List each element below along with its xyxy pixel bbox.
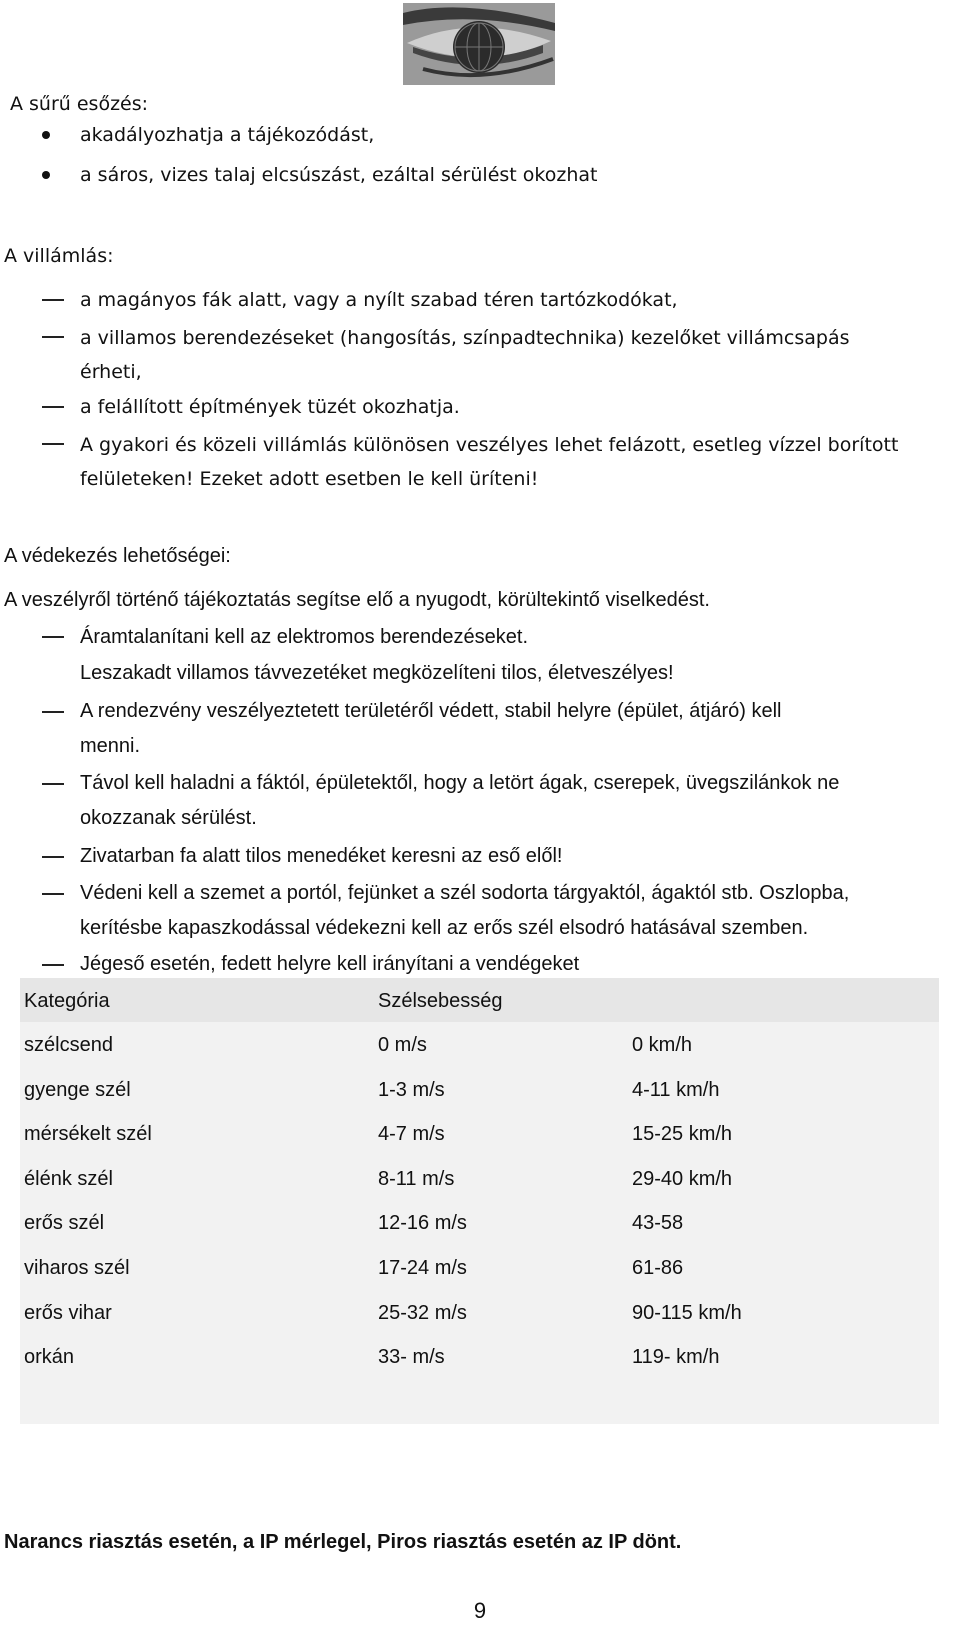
- protection-item-continuation: Leszakadt villamos távvezetéket megközelíteni tilos, életveszélyes!: [80, 662, 674, 684]
- table-cell: 4-11 km/h: [632, 1079, 720, 1101]
- protection-item-continuation: menni.: [80, 735, 141, 757]
- table-cell: gyenge szél: [24, 1079, 131, 1101]
- protection-item: Zivatarban fa alatt tilos menedéket keresni az eső elől!: [80, 845, 563, 867]
- lightning-item-continuation: felületeken! Ezeket adott esetben le kell üríteni!: [80, 468, 539, 490]
- protection-item: Jégeső esetén, fedett helyre kell irányítani a vendégeket: [80, 953, 580, 975]
- protection-item-continuation: kerítésbe kapaszkodással védekezni kell az erős szél elsodró hatásával szemben.: [80, 917, 809, 939]
- lightning-item: a felállított építmények tüzét okozhatja.: [80, 396, 460, 418]
- protection-intro: A veszélyről történő tájékoztatás segítse elő a nyugodt, körültekintő viselkedést.: [4, 589, 710, 611]
- table-cell: 90-115 km/h: [632, 1302, 742, 1324]
- table-cell: erős vihar: [24, 1302, 112, 1324]
- table-cell: 1-3 m/s: [378, 1079, 445, 1101]
- protection-item: Áramtalanítani kell az elektromos berendezéseket.: [80, 626, 529, 648]
- table-cell: 29-40 km/h: [632, 1168, 733, 1190]
- table-cell: 0 m/s: [378, 1034, 427, 1056]
- table-cell: mérsékelt szél: [24, 1123, 152, 1145]
- dash-bullet-icon: [42, 893, 64, 895]
- table-cell: orkán: [24, 1346, 75, 1368]
- protection-item: A rendezvény veszélyeztetett területéről védett, stabil helyre (épület, átjáró) kell: [80, 700, 782, 722]
- bullet-icon: [42, 171, 50, 179]
- protection-item: Távol kell haladni a fáktól, épületektől, hogy a letört ágak, cserepek, üvegszilánkok ne: [80, 772, 840, 794]
- table-cell: 12-16 m/s: [378, 1212, 467, 1234]
- dash-bullet-icon: [42, 406, 64, 408]
- table-cell: 43-58: [632, 1212, 684, 1234]
- table-cell: 8-11 m/s: [378, 1168, 455, 1190]
- table-header-cell: Kategória: [24, 990, 110, 1012]
- eye-globe-logo-icon: [403, 3, 555, 85]
- dash-bullet-icon: [42, 636, 64, 638]
- protection-heading: A védekezés lehetőségei:: [4, 545, 231, 567]
- lightning-item-continuation: érheti,: [80, 361, 142, 383]
- dash-bullet-icon: [42, 443, 64, 445]
- table-cell: 17-24 m/s: [378, 1257, 467, 1279]
- table-cell: erős szél: [24, 1212, 105, 1234]
- rain-heading: A sűrű esőzés:: [10, 93, 149, 115]
- table-cell: 33- m/s: [378, 1346, 445, 1368]
- table-cell: 25-32 m/s: [378, 1302, 467, 1324]
- table-cell: 15-25 km/h: [632, 1123, 733, 1145]
- dash-bullet-icon: [42, 336, 64, 338]
- protection-item: Védeni kell a szemet a portól, fejünket a szél sodorta tárgyaktól, ágaktól stb. Oszlopba,: [80, 882, 850, 904]
- table-cell: 4-7 m/s: [378, 1123, 445, 1145]
- rain-item: a sáros, vizes talaj elcsúszást, ezáltal sérülést okozhat: [80, 164, 598, 186]
- table-cell: 61-86: [632, 1257, 684, 1279]
- lightning-item: a villamos berendezéseket (hangosítás, színpadtechnika) kezelőket villámcsapás: [80, 327, 850, 349]
- rain-item: akadályozhatja a tájékozódást,: [80, 124, 375, 146]
- protection-item-continuation: okozzanak sérülést.: [80, 807, 257, 829]
- dash-bullet-icon: [42, 783, 64, 785]
- bullet-icon: [42, 131, 50, 139]
- table-cell: viharos szél: [24, 1257, 130, 1279]
- lightning-item: A gyakori és közeli villámlás különösen veszélyes lehet felázott, esetleg vízzel borított: [80, 434, 899, 456]
- table-cell: élénk szél: [24, 1168, 113, 1190]
- lightning-item: a magányos fák alatt, vagy a nyílt szabad téren tartózkodókat,: [80, 289, 678, 311]
- wind-table: [20, 978, 939, 1424]
- dash-bullet-icon: [42, 711, 64, 713]
- lightning-heading: A villámlás:: [4, 245, 114, 267]
- table-cell: szélcsend: [24, 1034, 113, 1056]
- page-number: 9: [473, 1598, 487, 1623]
- table-header-cell: Szélsebesség: [378, 990, 503, 1012]
- alert-note: Narancs riasztás esetén, a IP mérlegel, Piros riasztás esetén az IP dönt.: [4, 1531, 682, 1553]
- table-cell: 119- km/h: [632, 1346, 720, 1368]
- dash-bullet-icon: [42, 964, 64, 966]
- table-cell: 0 km/h: [632, 1034, 693, 1056]
- dash-bullet-icon: [42, 299, 64, 301]
- dash-bullet-icon: [42, 856, 64, 858]
